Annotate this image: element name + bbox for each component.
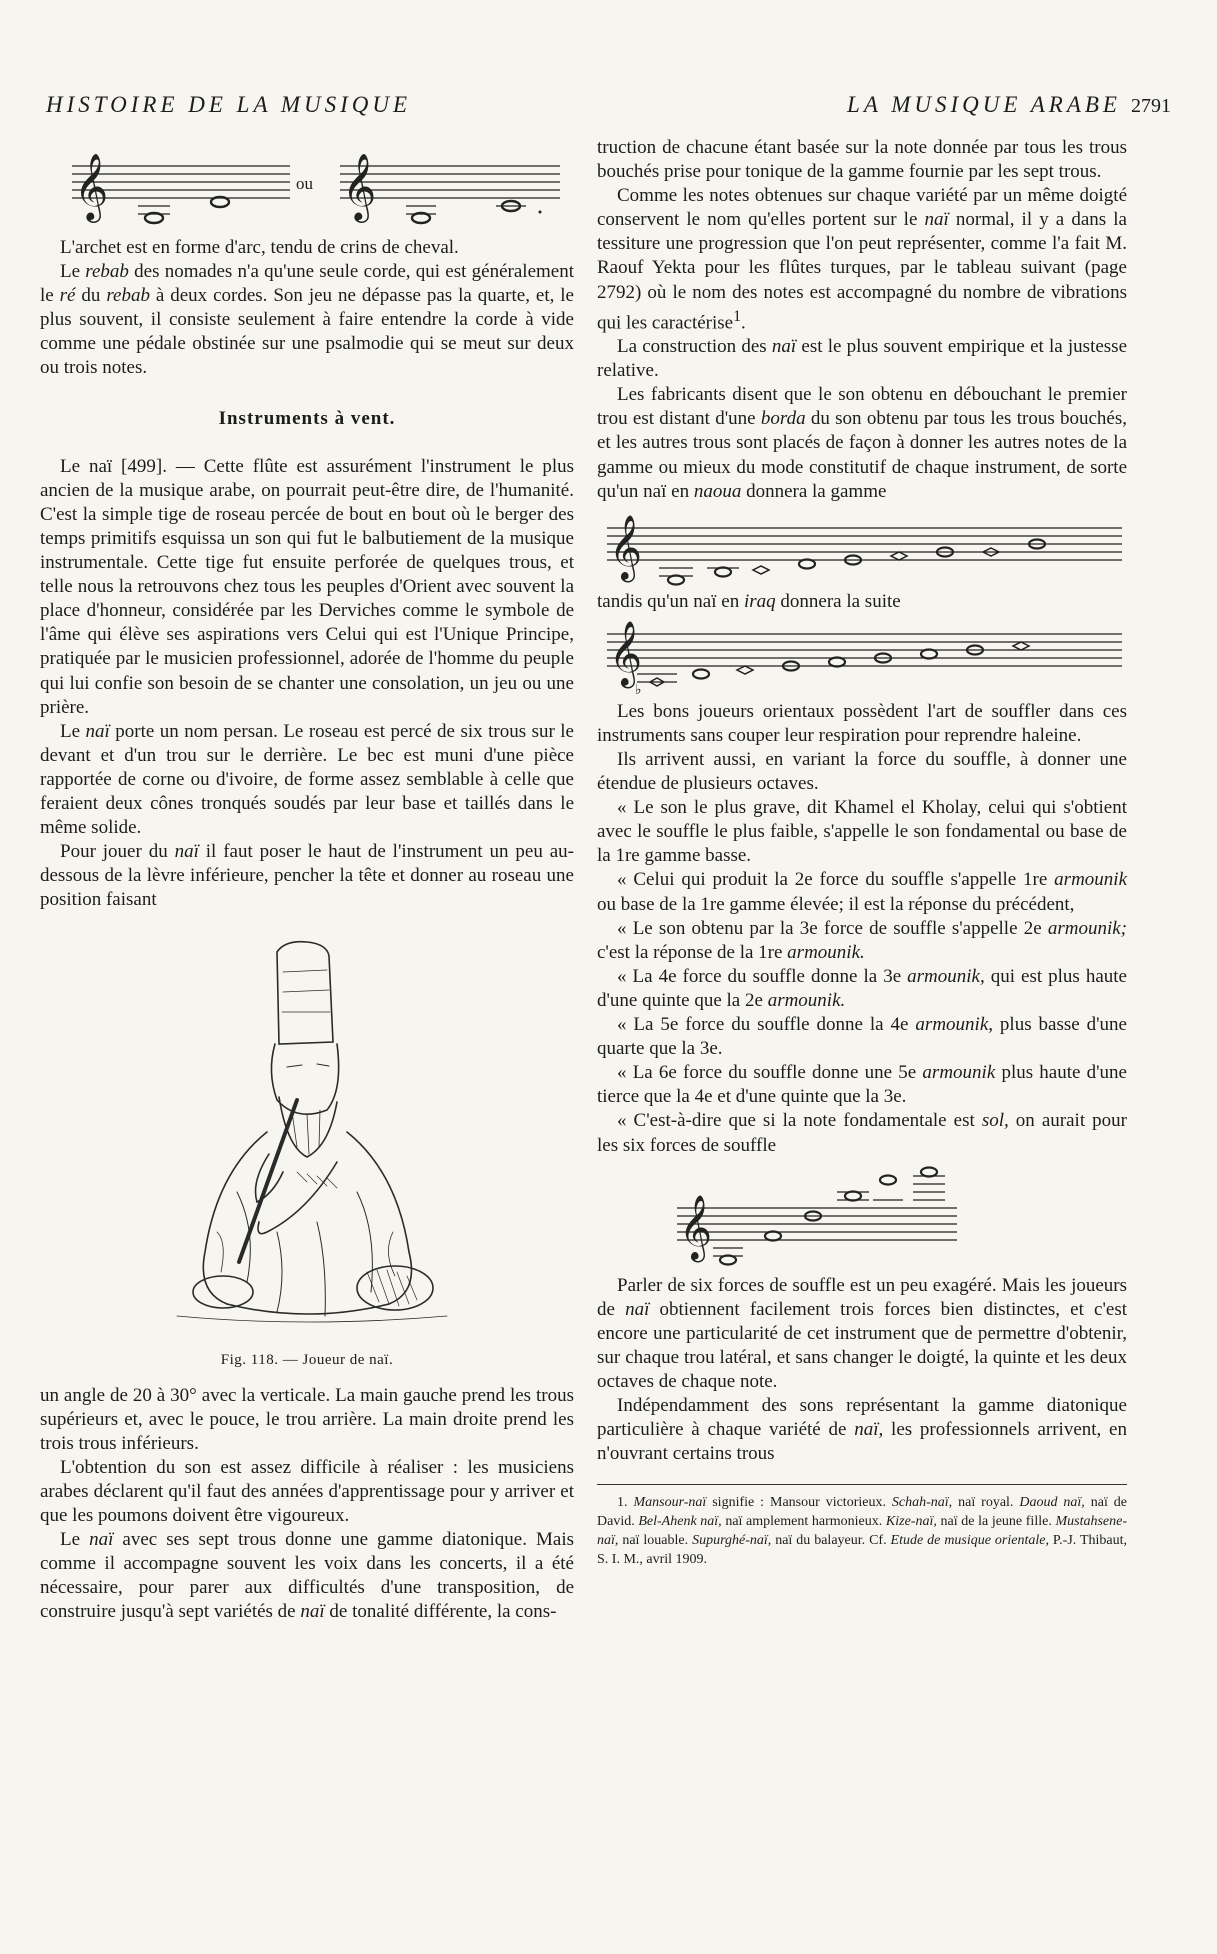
footnotes	[597, 1484, 1127, 1569]
quote-2e-force: « Celui qui produit la 2e force du souffle s'appelle 1re armounik ou base de la 1re gamme élevée; il est la réponse du précédent,	[597, 869, 1127, 915]
paragraph-nai-intro: Le naï [499]. — Cette flûte est assurément l'instrument le plus ancien de la musique arabe, on pourrait peut-être dire, de l'humanité. C'est la simple tige de roseau percée de bout en bout où le berger des temps primitifs esquissa un son qui fut le balbutiement de la musique instrumentale. Cette tige fut ensuite perforée de quelques trous, et telle nous la retrouvons chez tous les peuples d'Orient avec souvent la place d'honneur, considérée par les Derviches comme le symbole de l'âme qui élève ses aspirations vers Celui qui est l'Unique Principe, pratiquée par le musicien professionnel, adorée de l'homme du peuple qui lui confie son besoin de se chanter une consolation, un jeu ou une prière.	[40, 455, 574, 718]
ou-label: ou	[296, 174, 313, 193]
paragraph-empirique: La construction des naï est le plus souvent empirique et la justesse relative.	[597, 336, 1128, 382]
paragraph-fabricants: Les fabricants disent que le son obtenu en débouchant le premier trou est distant d'une borda du son obtenu par tous les trous bouchés, et les autres trous sont placés de façon à donner les autres notes de la gamme ou mieux du mode constitutif de chaque instrument, de sorte qu'un naï en naoua donnera la gamme	[597, 384, 1128, 502]
paragraph-nai-jouer: Pour jouer du naï il faut poser le haut de l'instrument un peu au-dessous de la lèvre inférieure, pencher la tête et donner au roseau une position faisant	[40, 841, 574, 911]
paragraph-independamment: Indépendamment des sons représentant la gamme diatonique particulière à chaque variété de naï, les professionnels arrivent, en n'ouvrant certains trous	[597, 1395, 1127, 1465]
paragraph-notes-obtenues: Comme les notes obtenues sur chaque variété par un même doigté conservent le nom qu'elles portent sur le naï normal, il y a dans la tessiture une progression que l'on peut représenter, comme l'a fait M. Raouf Yekta pour les flûtes turques, par le tableau suivant (page 2792) où le nom des notes est accompagné du nombre de vibrations qui les caractérise$^1$.	[597, 185, 1127, 333]
left-column	[40, 136, 574, 1625]
page-number: 2791	[1131, 95, 1171, 117]
quote-4e-force: « La 4e force du souffle donne la 3e armounik, qui est plus haute d'une quinte que la 2e armounik.	[597, 965, 1127, 1011]
paragraph-octaves: Ils arrivent aussi, en variant la force du souffle, à donner une étendue de plusieurs octaves.	[597, 749, 1127, 795]
paragraph-archet: L'archet est en forme d'arc, tendu de crins de cheval.	[60, 237, 459, 258]
figure-nai-player	[40, 932, 574, 1339]
paragraph-angle: un angle de 20 à 30° avec la verticale. La main gauche prend les trous supérieurs et, avec le pouce, le trou arrière. La main droite prend les trois trous inférieurs.	[40, 1384, 574, 1454]
svg-text:𝄞: 𝄞	[609, 514, 643, 580]
svg-text:𝄞: 𝄞	[679, 1194, 713, 1260]
paragraph-rebab: Le rebab des nomades n'a qu'une seule corde, qui est généralement le ré du rebab à deux cordes. Son jeu ne dépasse pas la quarte, et, le plus souvent, il consiste seulement à faire entendre la corde à vide comme une pédale obstinée sur une psalmodie qui se meut sur deux ou trois notes.	[40, 261, 574, 379]
paragraph-bons-joueurs: Les bons joueurs orientaux possèdent l'art de souffler dans ces instruments sans couper leur respiration pour reprendre haleine.	[597, 700, 1127, 746]
running-head-right	[847, 92, 1171, 118]
quote-son-grave: « Le son le plus grave, dit Khamel el Kholay, celui qui s'obtient avec le souffle le plus faible, s'appelle le son fondamental ou base de la 1re gamme basse.	[597, 797, 1127, 867]
nai-player-illustration	[157, 932, 457, 1332]
quote-sol: « C'est-à-dire que si la note fondamentale est sol, on aurait pour les six forces de souffle	[597, 1110, 1127, 1156]
figure-caption: Fig. 118. — Joueur de naï.	[220, 1351, 394, 1368]
paragraph-construction: truction de chacune étant basée sur la note donnée par tous les trous bouchés prise pour tonique de la gamme fournie par les sept trous.	[597, 137, 1127, 183]
quote-3e-force: « Le son obtenu par la 3e force de souffle s'appelle 2e armounik; c'est la réponse de la 1re armounik.	[597, 917, 1127, 963]
quote-5e-force: « La 5e force du souffle donne la 4e armounik, plus basse d'une quarte que la 3e.	[597, 1014, 1127, 1060]
quote-6e-force: « La 6e force du souffle donne une 5e armounik plus haute d'une tierce que la 4e et d'une quinte que la 3e.	[597, 1062, 1127, 1108]
running-head	[46, 92, 1171, 122]
staff-iraq-scale	[597, 614, 1127, 700]
running-head-left: HISTOIRE DE LA MUSIQUE	[46, 92, 412, 117]
paragraph-iraq: tandis qu'un naï en iraq donnera la suite	[597, 590, 901, 612]
svg-text:𝄞: 𝄞	[342, 152, 377, 220]
staff-six-forces	[597, 1158, 1127, 1274]
paragraph-obtention: L'obtention du son est assez difficile à réaliser : les musiciens arabes déclarent qu'il faut des années d'apprentissage pour y arriver et que les poumons doivent être vigoureux.	[40, 1456, 574, 1527]
rebab-staff-example	[40, 136, 574, 236]
footnote-1: 1. Mansour-naï signifie : Mansour victorieux. Schah-naï, naï royal. Daoud naï, naï de David. Bel-Ahenk naï, naï amplement harmonieux. Kize-naï, naï de la jeune fille. Mustahsene-naï, naï louable. Supurghé-naï, naï du balayeur. Cf. Etude de musique orientale, P.-J. Thibaut, S. I. M., avril 1909.	[597, 1495, 1128, 1568]
svg-text:𝄞: 𝄞	[609, 620, 643, 686]
svg-text:𝄞: 𝄞	[74, 152, 109, 220]
staff-naoua-scale	[597, 504, 1127, 590]
paragraph-sept-trous: Le naï avec ses sept trous donne une gamme diatonique. Mais comme il accompagne souvent les voix dans les concerts, il a été nécessaire, pour parer aux difficultés d'une transposition, de construire jusqu'à sept variétés de naï de tonalité différente, la cons-	[40, 1529, 574, 1623]
section-title-wind-instruments: Instruments à vent.	[218, 407, 396, 429]
right-column	[597, 136, 1127, 1569]
svg-text:♭: ♭	[635, 682, 642, 698]
paragraph-nai-persan: Le naï porte un nom persan. Le roseau est percé de six trous sur le devant et d'un trou sur le derrière. Le bec est muni d'une pièce rapportée de corne ou d'ivoire, de forme assez semblable à celle que feraient deux cônes tronqués soudés par leur base et taillés dans le même solide.	[40, 720, 574, 839]
running-head-right-title: LA MUSIQUE ARABE	[847, 92, 1121, 117]
paragraph-six-forces: Parler de six forces de souffle est un peu exagéré. Mais les joueurs de naï obtiennent facilement trois forces bien distinctes, et c'est encore une particularité de cet instrument que de permettre d'obtenir, sur chaque trou latéral, et sans changer le doigté, la quinte et les deux octaves de chaque note.	[597, 1274, 1127, 1392]
